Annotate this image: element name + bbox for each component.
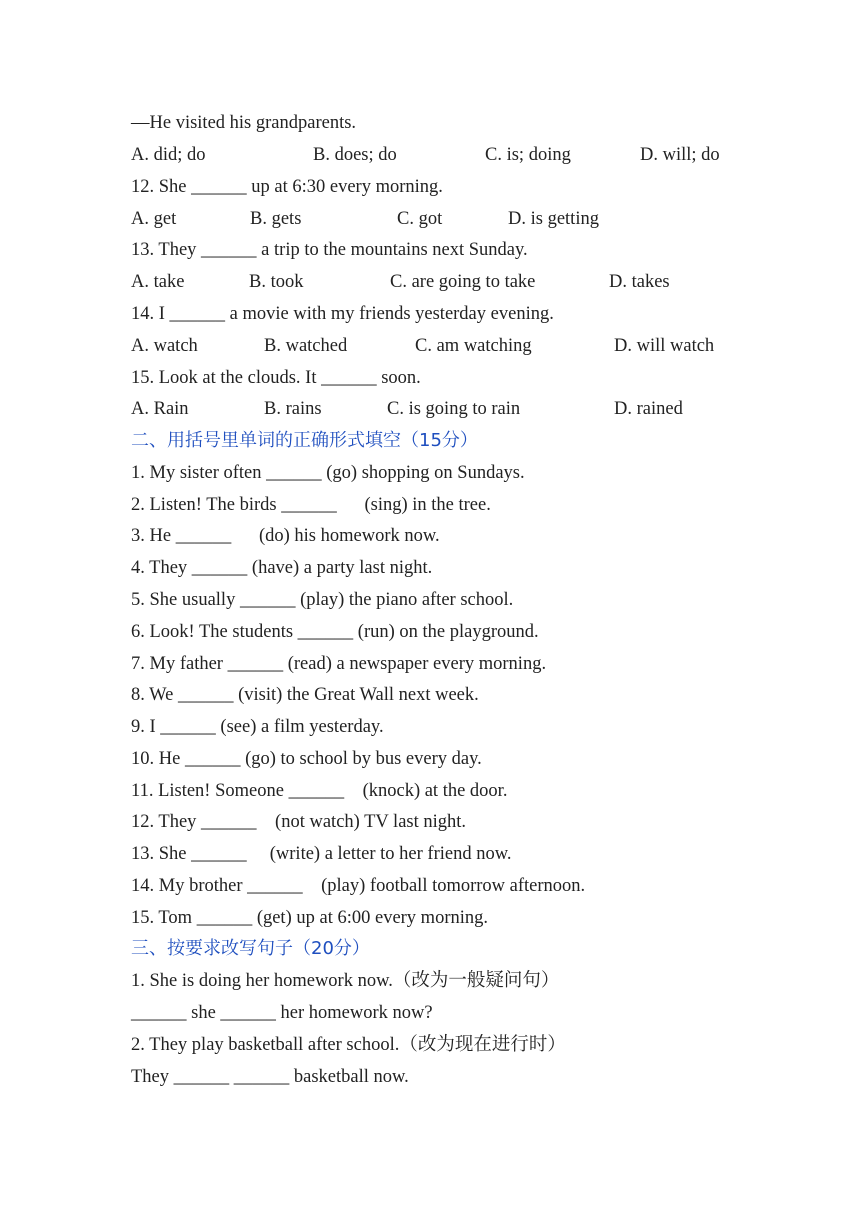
fill-item-14: 14. My brother ______ (play) football tomorrow afternoon. [131,876,586,896]
q13-option-c: C. are going to take [390,272,536,292]
q13-option-a: A. take [131,272,185,292]
section-3-heading: 三、按要求改写句子（20分） [131,938,370,959]
fill-item-1: 1. My sister often ______ (go) shopping on Sundays. [131,463,525,483]
q14-option-a: A. watch [131,336,198,356]
fill-item-4: 4. They ______ (have) a party last night. [131,558,433,578]
section-2-heading: 二、用括号里单词的正确形式填空（15分） [131,430,478,451]
q11-option-d: D. will; do [640,145,720,165]
fill-item-11: 11. Listen! Someone ______ (knock) at the door. [131,781,508,801]
fill-item-13: 13. She ______ (write) a letter to her friend now. [131,844,512,864]
q14-option-b: B. watched [264,336,348,356]
q14-option-d: D. will watch [614,336,715,356]
q12-option-d: D. is getting [508,209,599,229]
fill-item-5: 5. She usually ______ (play) the piano after school. [131,590,514,610]
q15-option-a: A. Rain [131,399,189,419]
q15-option-b: B. rains [264,399,322,419]
q12-option-c: C. got [397,209,443,229]
q11-option-a: A. did; do [131,145,206,165]
rewrite-answer-2: They ______ ______ basketball now. [131,1067,409,1087]
q11-answer-line: —He visited his grandparents. [131,113,357,133]
fill-item-9: 9. I ______ (see) a film yesterday. [131,717,384,737]
fill-item-2: 2. Listen! The birds ______ (sing) in the tree. [131,495,491,515]
fill-item-15: 15. Tom ______ (get) up at 6:00 every morning. [131,908,489,928]
fill-item-8: 8. We ______ (visit) the Great Wall next week. [131,685,479,705]
rewrite-answer-1: ______ she ______ her homework now? [131,1003,433,1023]
q15-option-c: C. is going to rain [387,399,521,419]
q12-option-a: A. get [131,209,177,229]
question-12: 12. She ______ up at 6:30 every morning. [131,177,443,197]
fill-item-6: 6. Look! The students ______ (run) on the playground. [131,622,539,642]
question-15: 15. Look at the clouds. It ______ soon. [131,368,421,388]
fill-item-12: 12. They ______ (not watch) TV last night. [131,812,467,832]
q11-option-c: C. is; doing [485,145,571,165]
fill-item-10: 10. He ______ (go) to school by bus every day. [131,749,482,769]
question-14: 14. I ______ a movie with my friends yesterday evening. [131,304,554,324]
rewrite-question-2: 2. They play basketball after school.（改为现在进行时） [131,1035,566,1055]
q13-option-d: D. takes [609,272,670,292]
question-13: 13. They ______ a trip to the mountains next Sunday. [131,240,528,260]
fill-item-7: 7. My father ______ (read) a newspaper every morning. [131,654,547,674]
q15-option-d: D. rained [614,399,683,419]
rewrite-question-1: 1. She is doing her homework now.（改为一般疑问句） [131,971,560,991]
q14-option-c: C. am watching [415,336,532,356]
q12-option-b: B. gets [250,209,302,229]
q13-option-b: B. took [249,272,304,292]
q11-option-b: B. does; do [313,145,397,165]
fill-item-3: 3. He ______ (do) his homework now. [131,526,440,546]
